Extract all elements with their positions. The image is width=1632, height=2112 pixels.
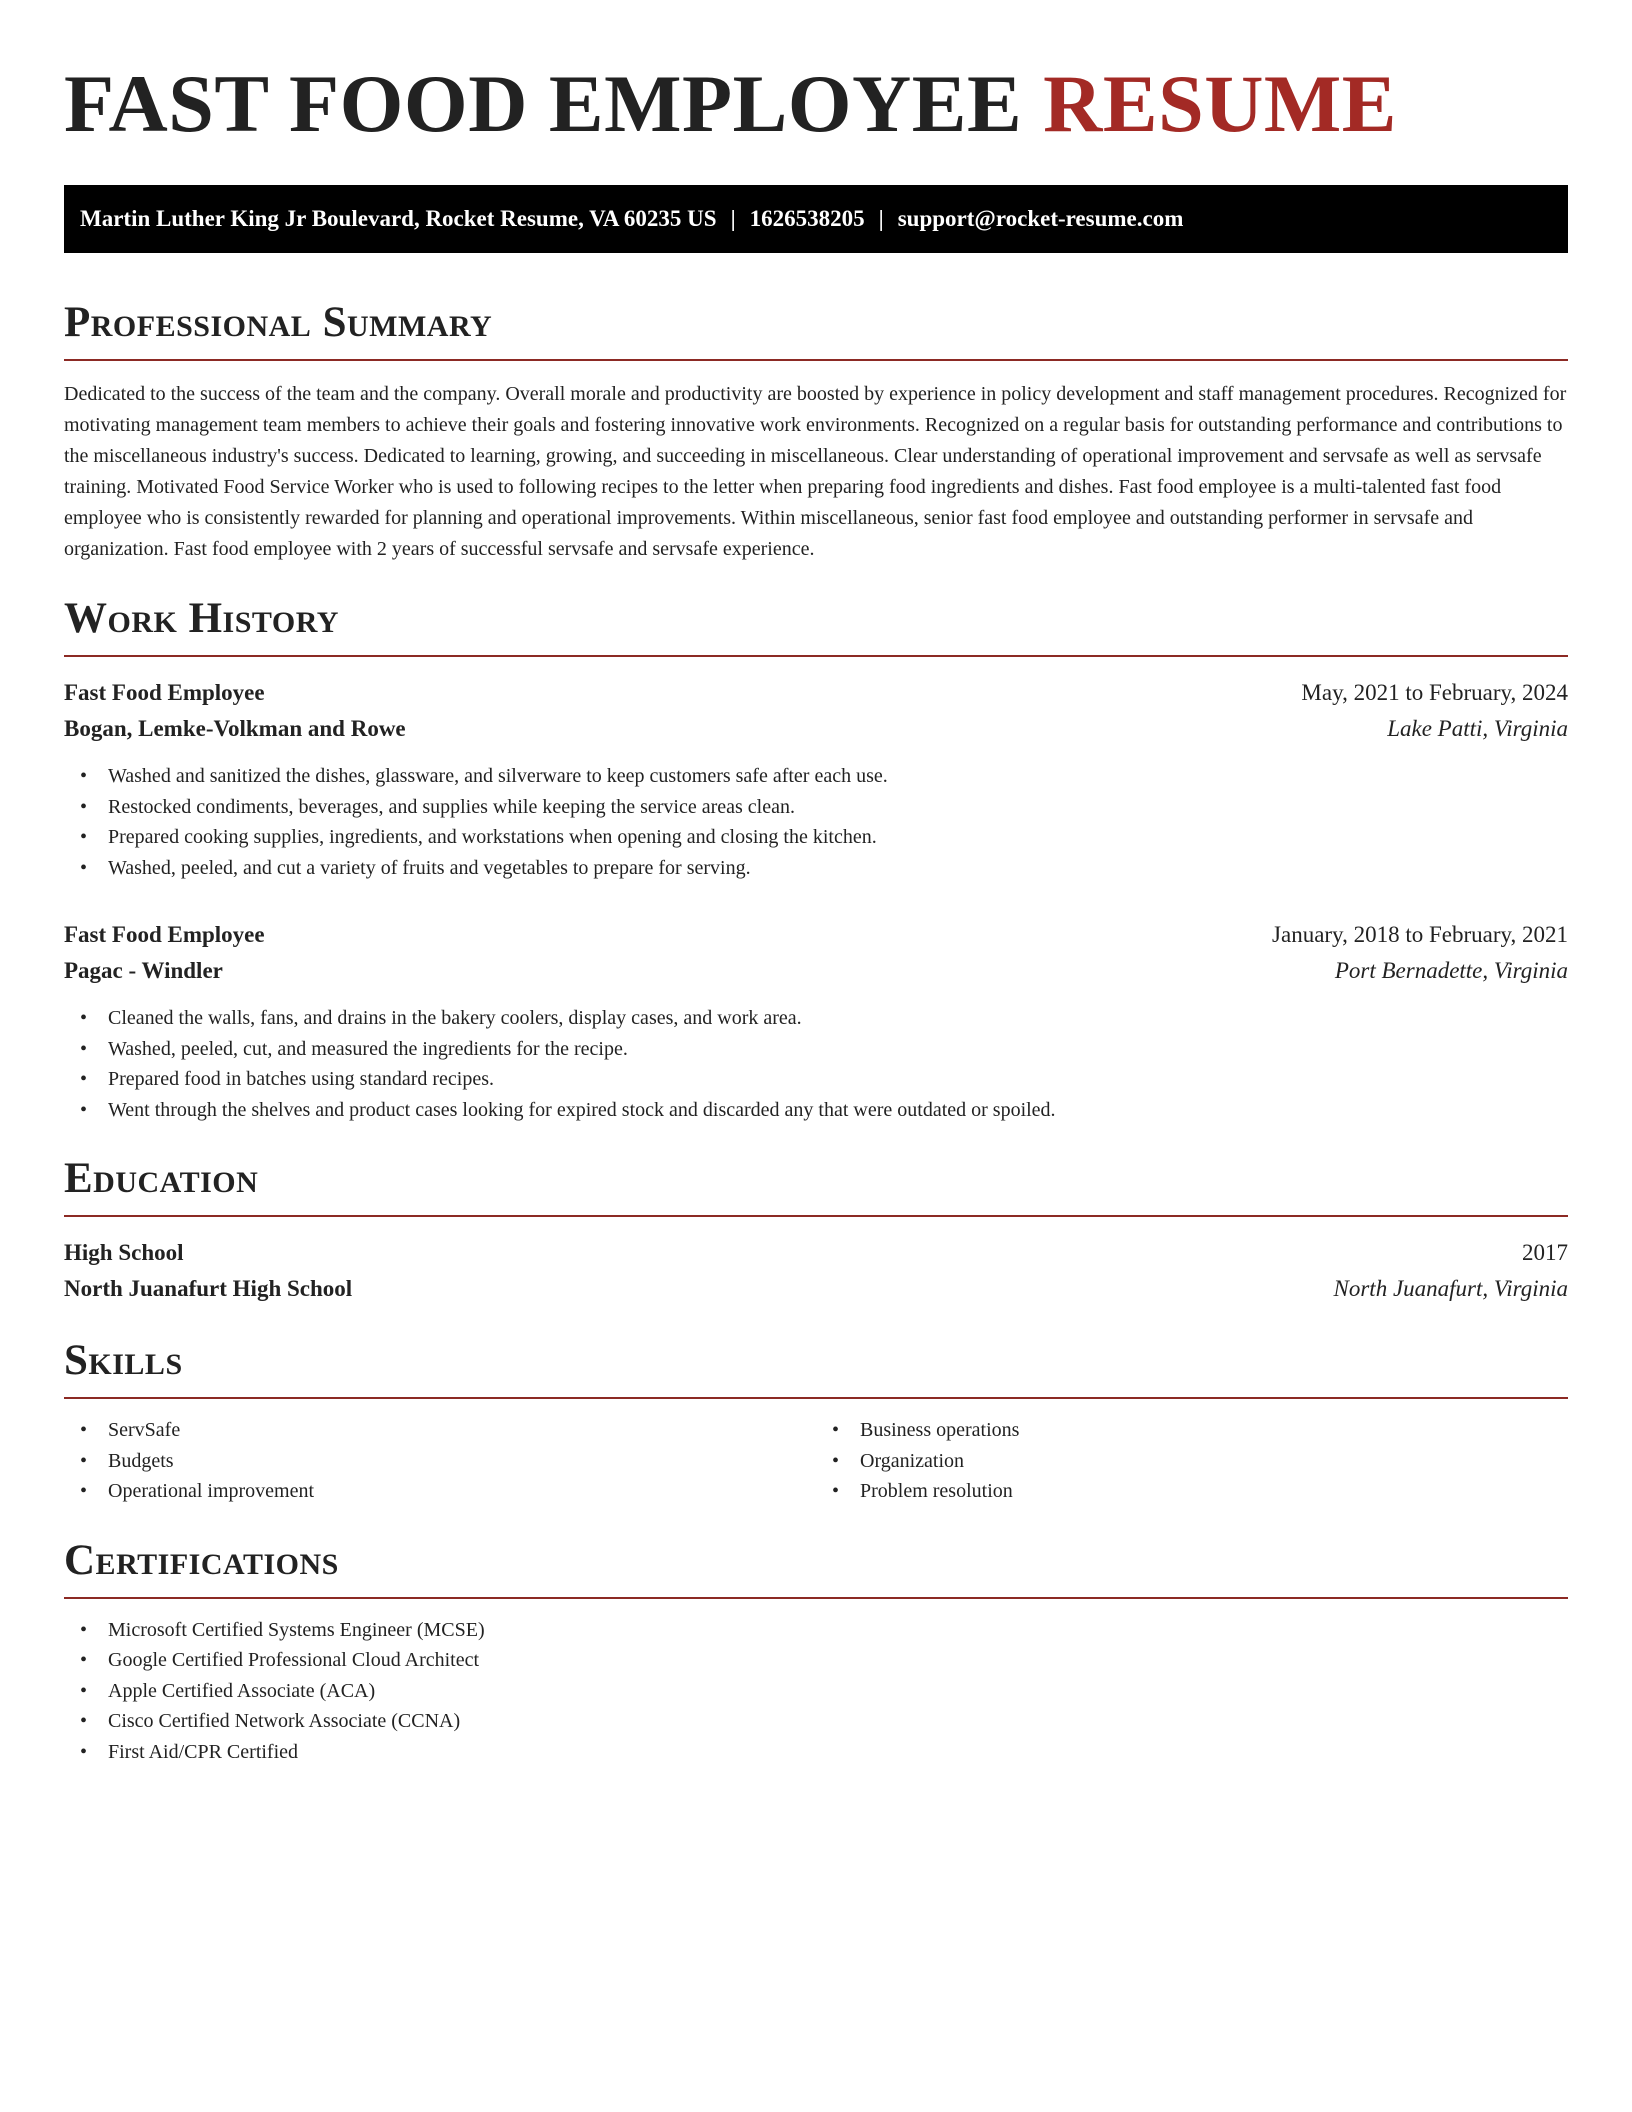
skills-list-right (816, 1415, 1568, 1507)
job-entry (64, 917, 1568, 1125)
job-duty-item: • Restocked condiments, beverages, and supplies while keeping the service areas clean. (108, 792, 1568, 823)
job-company-row (64, 711, 1568, 747)
job-duty-item: • Washed and sanitized the dishes, glassware, and silverware to keep customers safe after each use. (108, 761, 1568, 792)
contact-separator: | (878, 206, 884, 231)
section-divider (64, 1597, 1568, 1599)
job-duty-item: • Washed, peeled, and cut a variety of fruits and vegetables to prepare for serving. (108, 853, 1568, 884)
education-degree-row (64, 1235, 1568, 1271)
skills-grid (64, 1415, 1568, 1507)
contact-bar (64, 185, 1568, 253)
skill-item: • Business operations (860, 1415, 1568, 1446)
section-heading-skills: Skills (64, 1337, 183, 1384)
education-year: 2017 (1522, 1240, 1568, 1265)
title-accent: RESUME (1043, 58, 1397, 149)
resume-title (64, 56, 1568, 152)
skill-item: • Problem resolution (860, 1476, 1568, 1507)
job-duty-item: • Prepared cooking supplies, ingredients, and workstations when opening and closing the kitchen. (108, 822, 1568, 853)
job-duty-item: • Washed, peeled, cut, and measured the ingredients for the recipe. (108, 1034, 1568, 1065)
job-location: Lake Patti, Virginia (1387, 716, 1568, 741)
skill-item: • ServSafe (108, 1415, 816, 1446)
job-duty-item: • Cleaned the walls, fans, and drains in the bakery coolers, display cases, and work area. (108, 1003, 1568, 1034)
section-heading-certifications: Certifications (64, 1536, 339, 1584)
certifications-section (64, 1535, 1568, 1768)
title-main: FAST FOOD EMPLOYEE (64, 58, 1023, 149)
section-heading-work-history: Work History (64, 595, 339, 642)
job-company-row (64, 953, 1568, 989)
section-divider (64, 359, 1568, 361)
job-dates: May, 2021 to February, 2024 (1301, 680, 1568, 705)
job-company: Bogan, Lemke-Volkman and Rowe (64, 716, 406, 741)
job-header-row (64, 675, 1568, 711)
certifications-list (64, 1615, 1568, 1768)
skills-list-left (64, 1415, 816, 1507)
job-entry (64, 675, 1568, 883)
section-divider (64, 1215, 1568, 1217)
job-dates: January, 2018 to February, 2021 (1272, 922, 1568, 947)
section-divider (64, 655, 1568, 657)
education-location: North Juanafurt, Virginia (1333, 1276, 1568, 1301)
certification-item: • First Aid/CPR Certified (108, 1737, 1568, 1768)
certification-item: • Google Certified Professional Cloud Architect (108, 1645, 1568, 1676)
skill-item: • Organization (860, 1446, 1568, 1477)
certification-item: • Microsoft Certified Systems Engineer (MCSE) (108, 1615, 1568, 1646)
contact-phone[interactable]: 1626538205 (749, 206, 865, 231)
job-location: Port Bernadette, Virginia (1334, 958, 1568, 983)
contact-separator: | (730, 206, 736, 231)
education-entry (64, 1235, 1568, 1307)
education-school: North Juanafurt High School (64, 1276, 353, 1301)
education-section (64, 1153, 1568, 1307)
certification-item: • Cisco Certified Network Associate (CCNA) (108, 1706, 1568, 1737)
skill-item: • Operational improvement (108, 1476, 816, 1507)
certification-item: • Apple Certified Associate (ACA) (108, 1676, 1568, 1707)
job-title: Fast Food Employee (64, 922, 265, 947)
summary-text: Dedicated to the success of the team and the company. Overall morale and productivity are boosted by experience in policy development and staff management procedures. Recognized for motivating management team members to achieve their goals and fostering innovative work environments. Recognized on a regular basis for outstanding performance and contributions to the miscellaneous industry's success. Dedicated to learning, growing, and succeeding in miscellaneous. Clear understanding of operational improvement and servsafe as well as servsafe training. Motivated Food Service Worker who is used to following recipes to the letter when preparing food ingredients and dishes. Fast food employee is a multi-talented fast food employee who is consistently rewarded for planning and operational improvements. Within miscellaneous, senior fast food employee and outstanding performer in servsafe and organization. Fast food employee with 2 years of successful servsafe and servsafe experience. (64, 383, 1567, 560)
job-title: Fast Food Employee (64, 680, 265, 705)
work-history-section (64, 593, 1568, 1125)
skills-section (64, 1335, 1568, 1507)
education-school-row (64, 1271, 1568, 1307)
contact-email[interactable]: support@rocket-resume.com (897, 206, 1184, 231)
section-divider (64, 1397, 1568, 1399)
skill-item: • Budgets (108, 1446, 816, 1477)
job-duty-item: • Prepared food in batches using standard recipes. (108, 1064, 1568, 1095)
education-degree: High School (64, 1240, 184, 1265)
job-duties-list (64, 761, 1568, 883)
section-heading-summary: Professional Summary (64, 299, 493, 346)
professional-summary-section (64, 297, 1568, 565)
job-header-row (64, 917, 1568, 953)
contact-address: Martin Luther King Jr Boulevard, Rocket Resume, VA 60235 US (80, 206, 717, 231)
job-company: Pagac - Windler (64, 958, 223, 983)
job-duties-list (64, 1003, 1568, 1125)
job-duty-item: • Went through the shelves and product cases looking for expired stock and discarded any that were outdated or spoiled. (108, 1095, 1568, 1126)
section-heading-education: Education (64, 1155, 259, 1202)
